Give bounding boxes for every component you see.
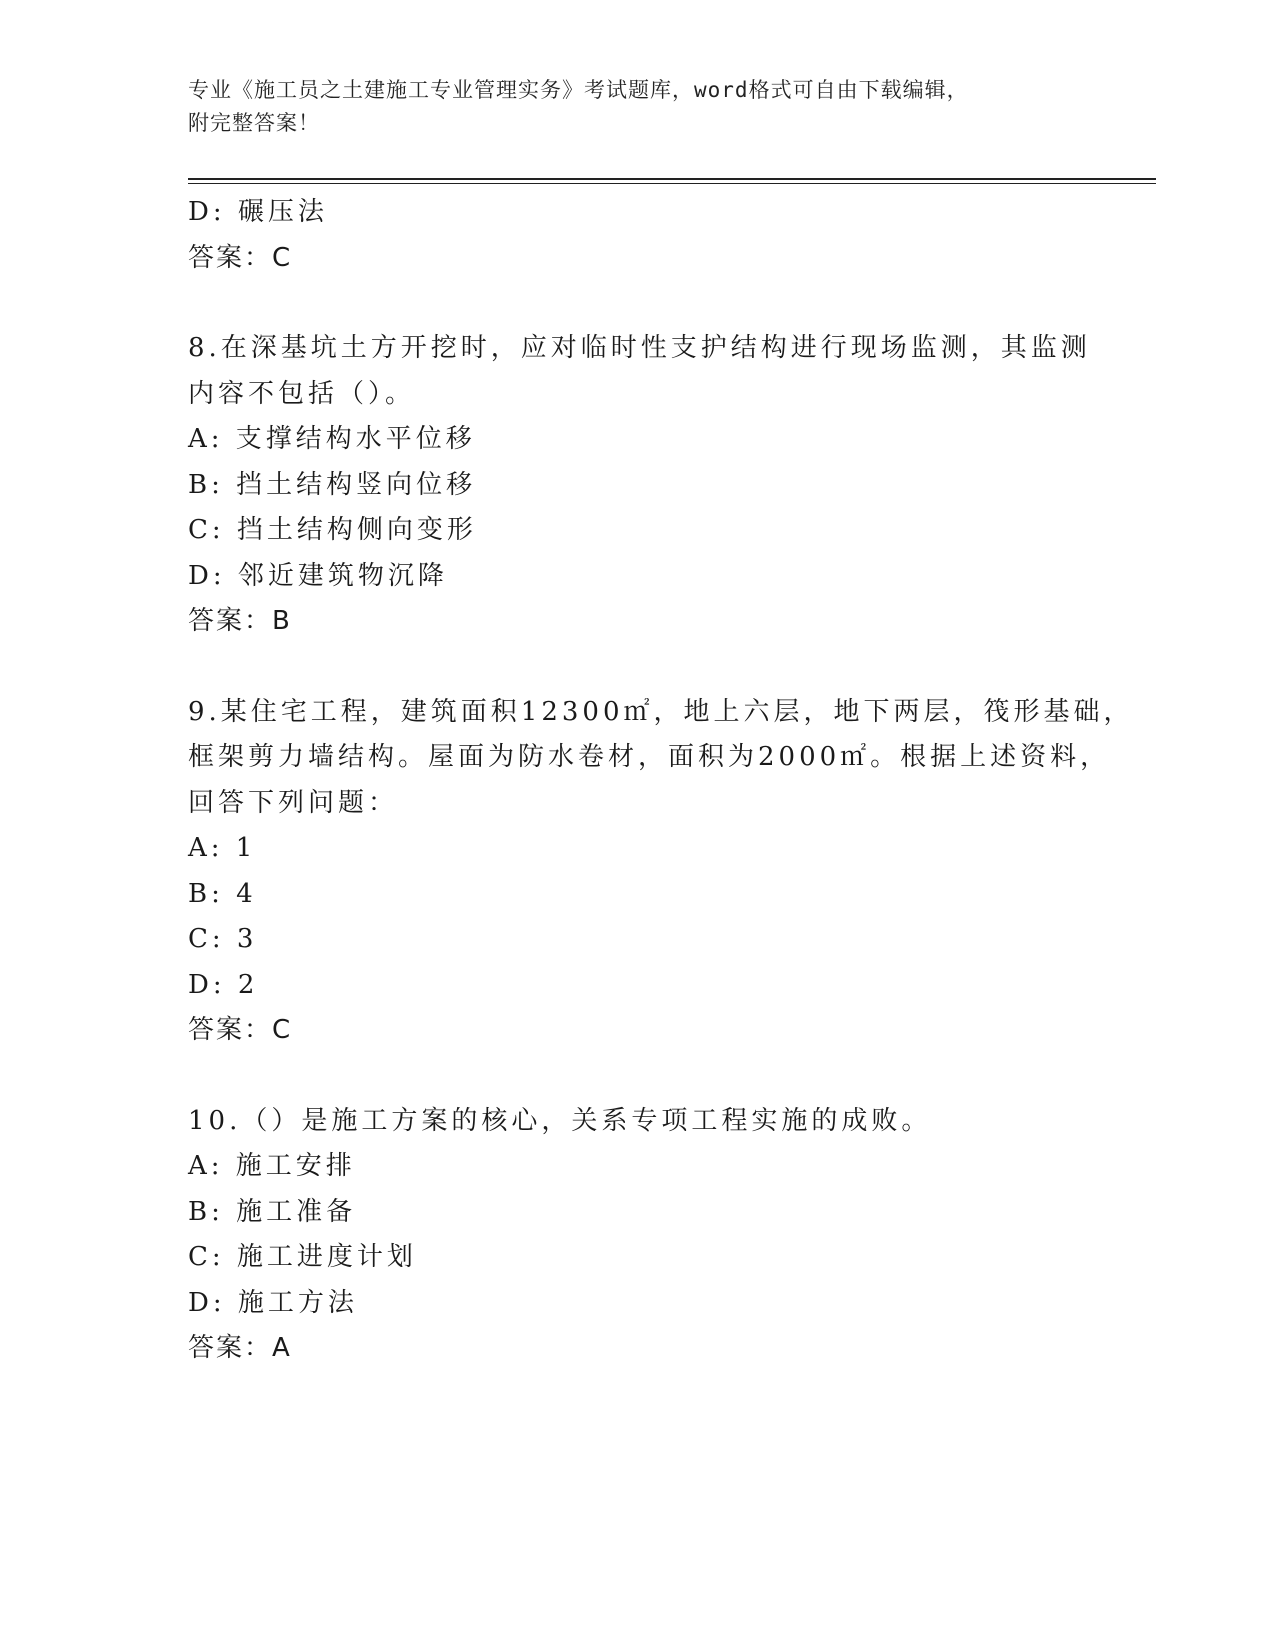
- q10-option-c: C: 施工进度计划: [188, 1242, 417, 1272]
- spacer: [188, 281, 1088, 326]
- q8-option-d: D: 邻近建筑物沉降: [188, 560, 448, 591]
- q9-option-a: A: 1: [188, 833, 257, 863]
- q10-option-b: B: 施工准备: [188, 1196, 357, 1227]
- header-line-1: 专业《施工员之土建施工专业管理实务》考试题库，word格式可自由下载编辑，: [188, 78, 969, 102]
- q9-option-b: B: 4: [188, 878, 257, 909]
- q7-answer: 答案：C: [188, 242, 293, 273]
- question-8-block: [188, 326, 1091, 645]
- q9-question-line-3: 回答下列问题：: [188, 787, 399, 818]
- q10-option-a: A: 施工安排: [188, 1151, 356, 1181]
- header-line-2: 附完整答案！: [188, 111, 320, 135]
- q8-question-line-1: 8.在深基坑土方开挖时，应对临时性支护结构进行现场监测，其监测: [188, 333, 1091, 363]
- q9-option-d: D: 2: [188, 969, 259, 1000]
- q8-option-b: B: 挡土结构竖向位移: [188, 469, 477, 500]
- spacer: [188, 645, 1088, 690]
- question-content: [188, 190, 1134, 1372]
- q9-question-line-2: 框架剪力墙结构。屋面为防水卷材，面积为2000㎡。根据上述资料，: [188, 742, 1111, 772]
- question-9-block: [188, 690, 1134, 1054]
- q9-question-line-1: 9.某住宅工程，建筑面积12300㎡，地上六层，地下两层，筏形基础，: [188, 696, 1134, 727]
- header-divider-thick: [188, 178, 1156, 180]
- question-7-block: [188, 190, 1088, 281]
- q8-question-line-2: 内容不包括（）。: [188, 378, 416, 409]
- question-10-block: [188, 1099, 1088, 1372]
- q10-option-d: D: 施工方法: [188, 1287, 358, 1318]
- q8-option-c: C: 挡土结构侧向变形: [188, 515, 477, 545]
- spacer: [188, 1054, 1088, 1099]
- q7-option-d: D: 碾压法: [188, 197, 328, 227]
- header-divider-thin: [188, 183, 1156, 184]
- q8-answer: 答案：B: [188, 606, 292, 636]
- q10-answer: 答案：A: [188, 1333, 292, 1363]
- q8-option-a: A: 支撑结构水平位移: [188, 424, 476, 454]
- page-header: [188, 74, 1088, 140]
- q9-answer: 答案：C: [188, 1015, 293, 1045]
- q10-question-line-1: 10.（）是施工方案的核心，关系专项工程实施的成败。: [188, 1105, 932, 1136]
- q9-option-c: C: 3: [188, 924, 258, 954]
